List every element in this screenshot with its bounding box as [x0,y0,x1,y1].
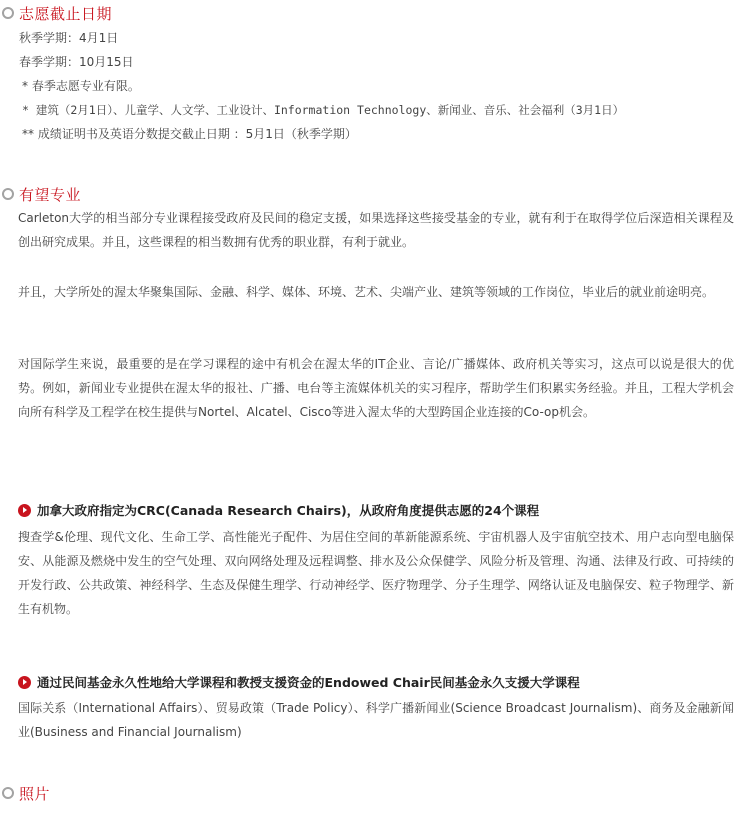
bullet-ring-icon [2,787,14,799]
deadline-note: * 春季志愿专业有限。 [22,79,140,93]
section-title-deadline: 志愿截止日期 [19,4,113,23]
section-header-deadline [0,2,112,24]
spring-deadline: 春季学期：10月15日 [19,55,134,69]
arrow-circle-icon [18,504,31,517]
fall-deadline: 秋季学期：4月1日 [19,31,119,45]
section-title-photos: 照片 [19,784,51,803]
bullet-ring-icon [2,188,14,200]
section-title-majors: 有望专业 [19,185,82,204]
section-header-majors [0,183,81,205]
arrow-circle-icon [18,676,31,689]
subsection-title-endowed: 通过民间基金永久性地给大学课程和教授支援资金的Endowed Chair民间基金永久支援大学课程 [37,675,580,690]
subsection-header-endowed [18,672,580,692]
crc-course-list: 搜查学&伦理、现代文化、生命工学、高性能光子配件、为居住空间的革新能源系统、宇宙机器人及宇宙航空技术、用户志向型电脑保安、从能源及燃烧中发生的空气处理、双向网络处理及远程调整、排水及公众保健学、风险分析及管理、沟通、法律及行政、可持续的开发行政、公共政策、神经科学、生态及保健生理学、行动神经学、医疗物理学、分子生理学、网络认证及电脑保安、粒子物理学、新生有机物。 [18,530,734,616]
majors-paragraph: 并且，大学所处的渥太华聚集国际、金融、科学、媒体、环境、艺术、尖端产业、建筑等领域的工作岗位，毕业后的就业前途明亮。 [18,285,715,299]
endowed-course-list: 国际关系（International Affairs）、贸易政策（Trade Policy）、科学广播新闻业(Science Broadcast Journalism)、商务及金融新闻业(Business and Financial Journalism) [18,701,734,739]
bullet-ring-icon [2,7,14,19]
majors-paragraph: Carleton大学的相当部分专业课程接受政府及民间的稳定支援，如果选择这些接受基金的专业，就有利于在取得学位后深造相关课程及创出研究成果。并且，这些课程的相当数拥有优秀的职业群，有利于就业。 [18,211,734,249]
subsection-title-crc: 加拿大政府指定为CRC(Canada Research Chairs)，从政府角度提供志愿的24个课程 [37,503,540,518]
deadline-note: * 建筑（2月1日）、儿童学、人文学、工业设计、Information Technology、新闻业、音乐、社会福利（3月1日） [22,103,625,117]
subsection-header-crc [18,500,539,520]
section-header-photos [0,782,50,804]
majors-paragraph: 对国际学生来说，最重要的是在学习课程的途中有机会在渥太华的IT企业、言论/广播媒体、政府机关等实习，这点可以说是很大的优势。例如，新闻业专业提供在渥太华的报社、广播、电台等主流媒体机关的实习程序，帮助学生们积累实务经验。并且，工程大学机会向所有科学及工程学在校生提供与Nortel、Alcatel、Cisco等进入渥太华的大型跨国企业连接的Co-op机会。 [18,357,734,419]
deadline-note: ** 成绩证明书及英语分数提交截止日期 ：5月1日（秋季学期） [22,127,357,141]
